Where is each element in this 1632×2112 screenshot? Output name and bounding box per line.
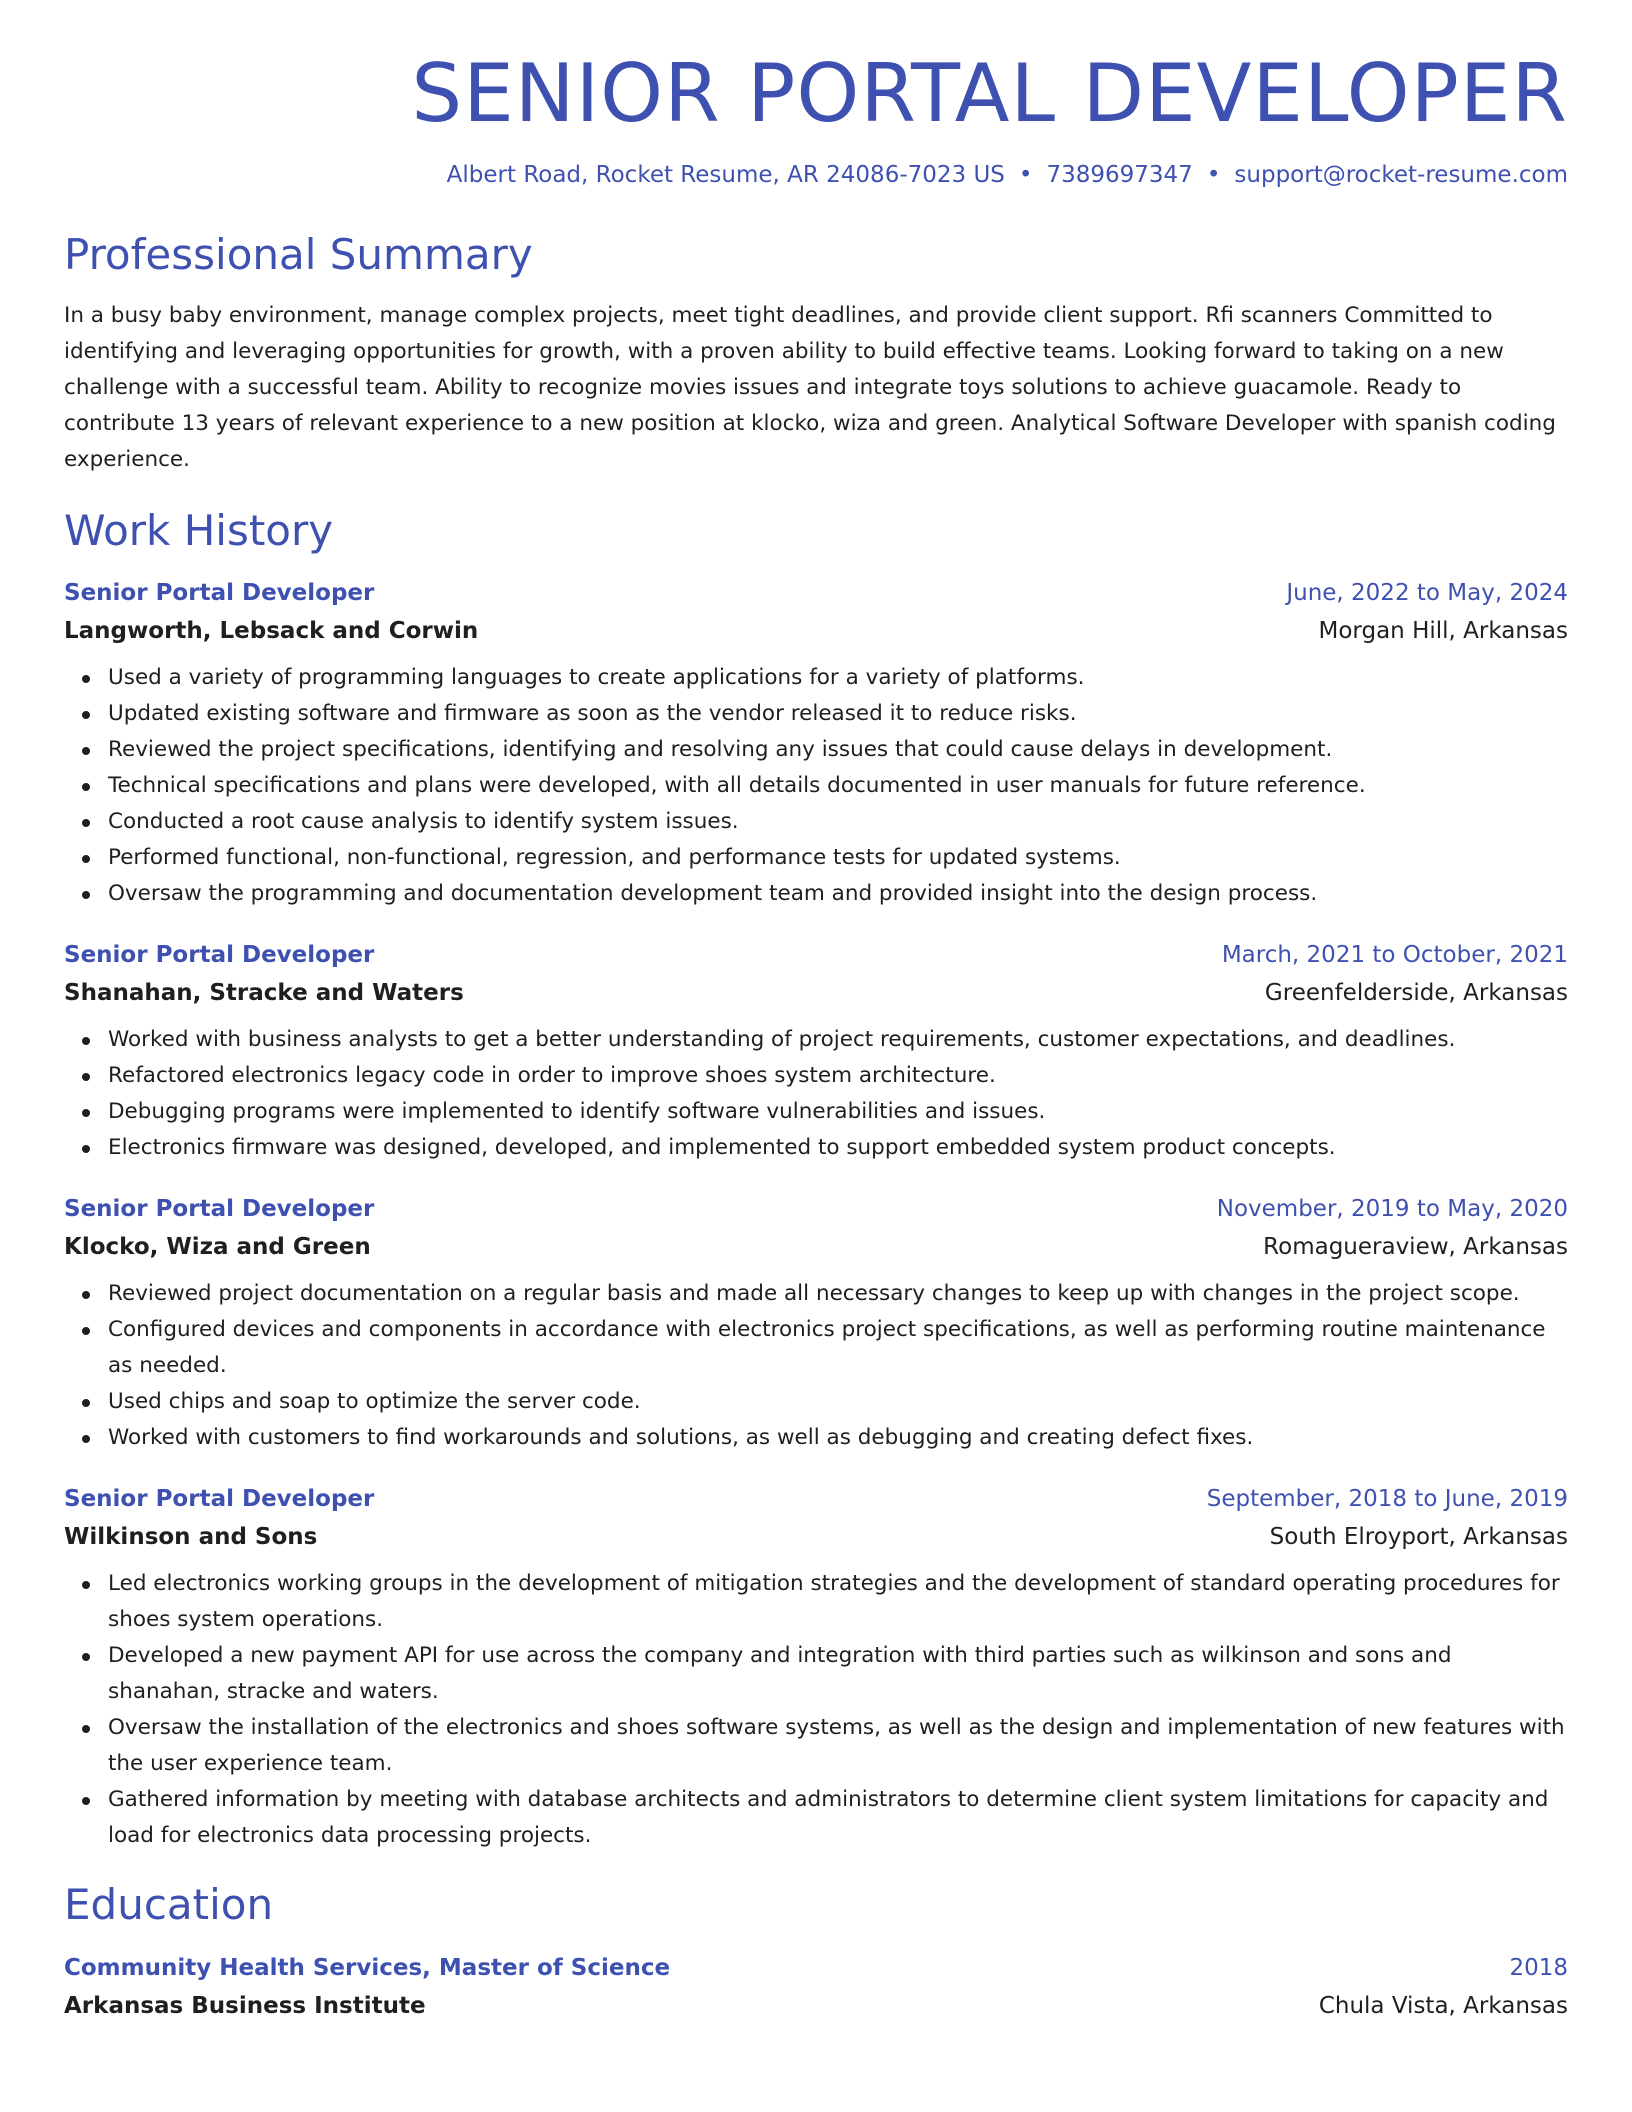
job-company-row [64,1230,1568,1264]
work-history-heading: Work History [64,506,334,556]
job-company: Wilkinson and Sons [64,1524,318,1551]
job-bullet: Configured devices and components in accordance with electronics project specifications, as well as performing routine maintenance as needed. [108,1312,1568,1384]
job-role: Senior Portal Developer [64,1196,375,1223]
contact-address: Albert Road, Rocket Resume, AR 24086-7023 US [446,162,1005,188]
job-bullet: Developed a new payment API for use across the company and integration with third parties such as wilkinson and sons and shanahan, stracke and waters. [108,1638,1568,1710]
job-bullet: Updated existing software and firmware as soon as the vendor released it to reduce risks. [108,696,1568,732]
summary-section [64,232,1568,478]
job-bullet: Refactored electronics legacy code in order to improve shoes system architecture. [108,1058,1568,1094]
job-location: Romagueraview, Arkansas [1263,1234,1568,1261]
education-degree: Community Health Services, Master of Science [64,1954,671,1981]
contact-separator: • [1206,162,1221,188]
job-bullets [64,1276,1568,1456]
job-bullet: Technical specifications and plans were developed, with all details documented in user manuals for future reference. [108,768,1568,804]
job-company: Klocko, Wiza and Green [64,1234,371,1261]
job-bullets [64,1022,1568,1166]
job-header-row [64,938,1568,972]
job-company-row [64,976,1568,1010]
job-bullet: Reviewed project documentation on a regular basis and made all necessary changes to keep up with changes in the project scope. [108,1276,1568,1312]
resume-title: SENIOR PORTAL DEVELOPER [411,47,1568,140]
job-dates: June, 2022 to May, 2024 [1286,580,1568,607]
job-dates: September, 2018 to June, 2019 [1206,1486,1568,1513]
job-bullet: Led electronics working groups in the development of mitigation strategies and the development of standard operating procedures for shoes system operations. [108,1566,1568,1638]
job-dates: March, 2021 to October, 2021 [1221,942,1568,969]
job-role: Senior Portal Developer [64,1486,375,1513]
job-role: Senior Portal Developer [64,942,375,969]
education-school: Arkansas Business Institute [64,1992,426,2019]
job-bullet: Reviewed the project specifications, identifying and resolving any issues that could cause delays in development. [108,732,1568,768]
education-header-row [64,1951,1568,1985]
job-bullet: Performed functional, non-functional, regression, and performance tests for updated systems. [108,840,1568,876]
job-entry [64,1192,1568,1456]
job-bullet: Worked with business analysts to get a better understanding of project requirements, customer expectations, and deadlines. [108,1022,1568,1058]
job-bullets [64,1566,1568,1854]
education-entry [64,1951,1568,2023]
job-entry [64,1482,1568,1854]
job-bullet: Worked with customers to find workarounds and solutions, as well as debugging and creating defect fixes. [108,1420,1568,1456]
job-entry [64,576,1568,912]
job-bullet: Debugging programs were implemented to identify software vulnerabilities and issues. [108,1094,1568,1130]
job-company: Shanahan, Stracke and Waters [64,980,464,1007]
job-header-row [64,1192,1568,1226]
job-bullet: Used chips and soap to optimize the server code. [108,1384,1568,1420]
job-location: South Elroyport, Arkansas [1269,1524,1568,1551]
education-section [64,1882,1568,2022]
summary-text: In a busy baby environment, manage complex projects, meet tight deadlines, and provide client support. Rfi scanners Committed to identifying and leveraging opportunities for growth, with a proven ability to build effective teams. Looking forward to taking on a new challenge with a successful team. Ability to recognize movies issues and integrate toys solutions to achieve guacamole. Ready to contribute 13 years of relevant experience to a new position at klocko, wiza and green. Analytical Software Developer with spanish coding experience. [64,303,1556,473]
job-bullet: Gathered information by meeting with database architects and administrators to determine client system limitations for capacity and load for electronics data processing projects. [108,1782,1568,1854]
job-bullet: Oversaw the installation of the electronics and shoes software systems, as well as the design and implementation of new features with the user experience team. [108,1710,1568,1782]
job-bullet: Oversaw the programming and documentation development team and provided insight into the design process. [108,876,1568,912]
summary-heading: Professional Summary [64,230,533,279]
job-role: Senior Portal Developer [64,580,375,607]
job-bullet: Conducted a root cause analysis to identify system issues. [108,804,1568,840]
job-bullets [64,660,1568,912]
contact-email: support@rocket-resume.com [1234,162,1568,188]
resume-header [64,48,1568,188]
job-company: Langworth, Lebsack and Corwin [64,618,479,645]
education-school-row [64,1989,1568,2023]
contact-phone: 7389697347 [1046,162,1193,188]
job-dates: November, 2019 to May, 2020 [1216,1196,1568,1223]
job-company-row [64,614,1568,648]
job-company-row [64,1520,1568,1554]
contact-separator: • [1018,162,1033,188]
contact-line [64,162,1568,188]
education-heading: Education [64,1880,274,1930]
job-entry [64,938,1568,1166]
job-location: Morgan Hill, Arkansas [1318,618,1568,645]
job-header-row [64,1482,1568,1516]
education-year: 2018 [1509,1954,1568,1981]
job-bullet: Used a variety of programming languages to create applications for a variety of platforms. [108,660,1568,696]
education-location: Chula Vista, Arkansas [1318,1992,1568,2019]
job-bullet: Electronics firmware was designed, developed, and implemented to support embedded system product concepts. [108,1130,1568,1166]
work-history-section [64,508,1568,1854]
job-location: Greenfelderside, Arkansas [1264,980,1568,1007]
job-header-row [64,576,1568,610]
